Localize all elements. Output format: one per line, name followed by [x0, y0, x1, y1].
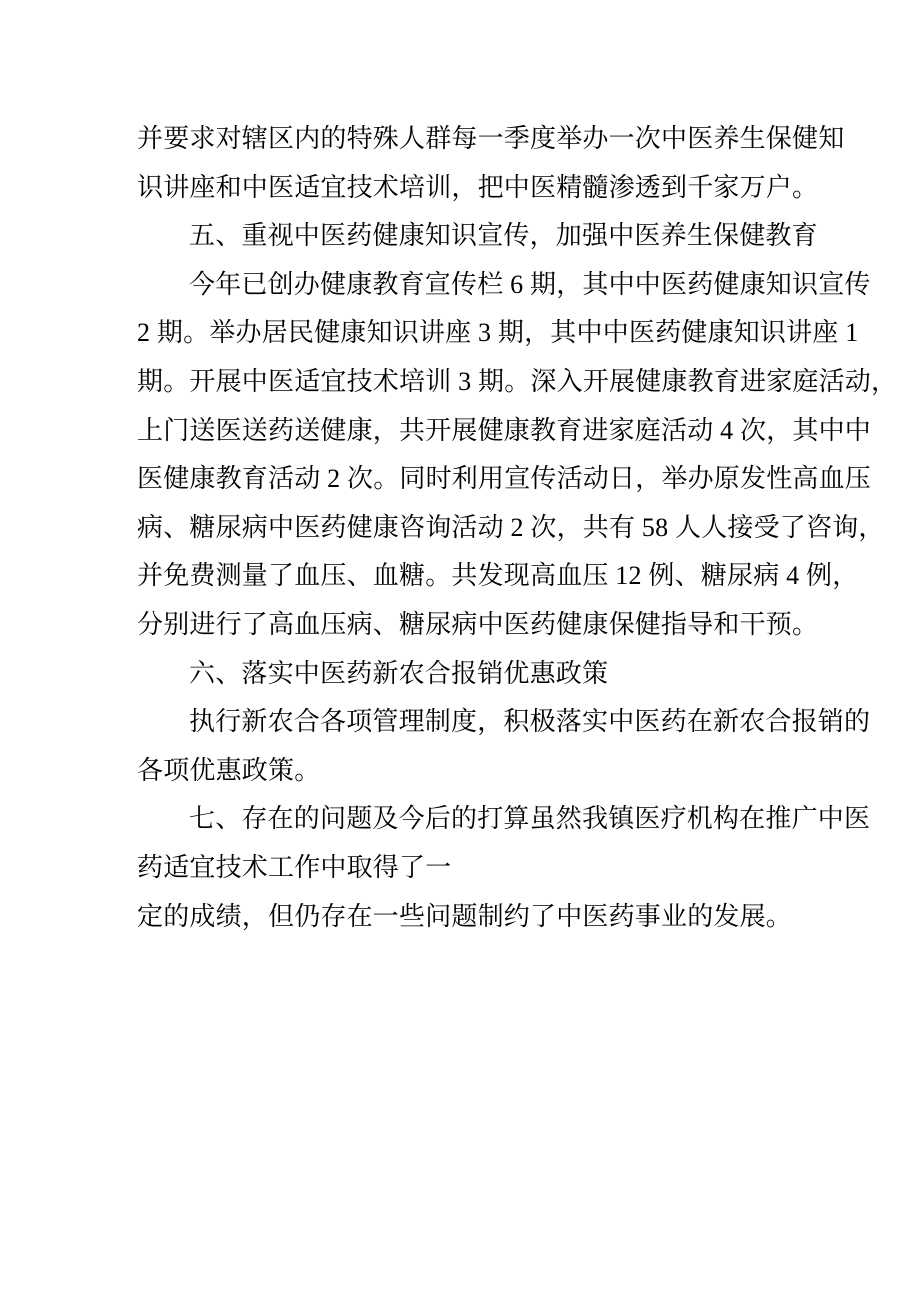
section-heading-5: 五、重视中医药健康知识宣传，加强中医养生保健教育 [189, 221, 818, 251]
document-line: 执行新农合各项管理制度，积极落实中医药在新农合报销的 [189, 707, 871, 737]
section-heading-7: 七、存在的问题及今后的打算虽然我镇医疗机构在推广中医 [189, 804, 871, 834]
document-line: 2 期。举办居民健康知识讲座 3 期，其中中医药健康知识讲座 1 [137, 318, 859, 348]
document-line: 并免费测量了血压、血糖。共发现高血压 12 例、糖尿病 4 例， [137, 561, 859, 591]
document-line: 定的成绩，但仍存在一些问题制约了中医药事业的发展。 [137, 901, 793, 931]
document-line: 上门送医送药送健康，共开展健康教育进家庭活动 4 次，其中中 [137, 415, 872, 445]
document-line: 并要求对辖区内的特殊人群每一季度举办一次中医养生保健知 [137, 124, 845, 153]
section-heading-6: 六、落实中医药新农合报销优惠政策 [189, 658, 609, 688]
document-line: 今年已创办健康教育宣传栏 6 期，其中中医药健康知识宣传 [189, 269, 871, 299]
document-line: 医健康教育活动 2 次。同时利用宣传活动日，举办原发性高血压 [137, 464, 872, 494]
document-body [137, 115, 898, 941]
document-line: 各项优惠政策。 [137, 755, 321, 785]
document-line: 识讲座和中医适宜技术培训，把中医精髓渗透到千家万户。 [137, 172, 819, 202]
document-line: 分别进行了高血压病、糖尿病中医药健康保健指导和干预。 [137, 609, 819, 639]
document-line: 病、糖尿病中医药健康咨询活动 2 次，共有 58 人人接受了咨询， [137, 512, 885, 542]
document-line: 药适宜技术工作中取得了一 [137, 852, 452, 882]
document-line: 期。开展中医适宜技术培训 3 期。深入开展健康教育进家庭活动， [137, 366, 898, 396]
